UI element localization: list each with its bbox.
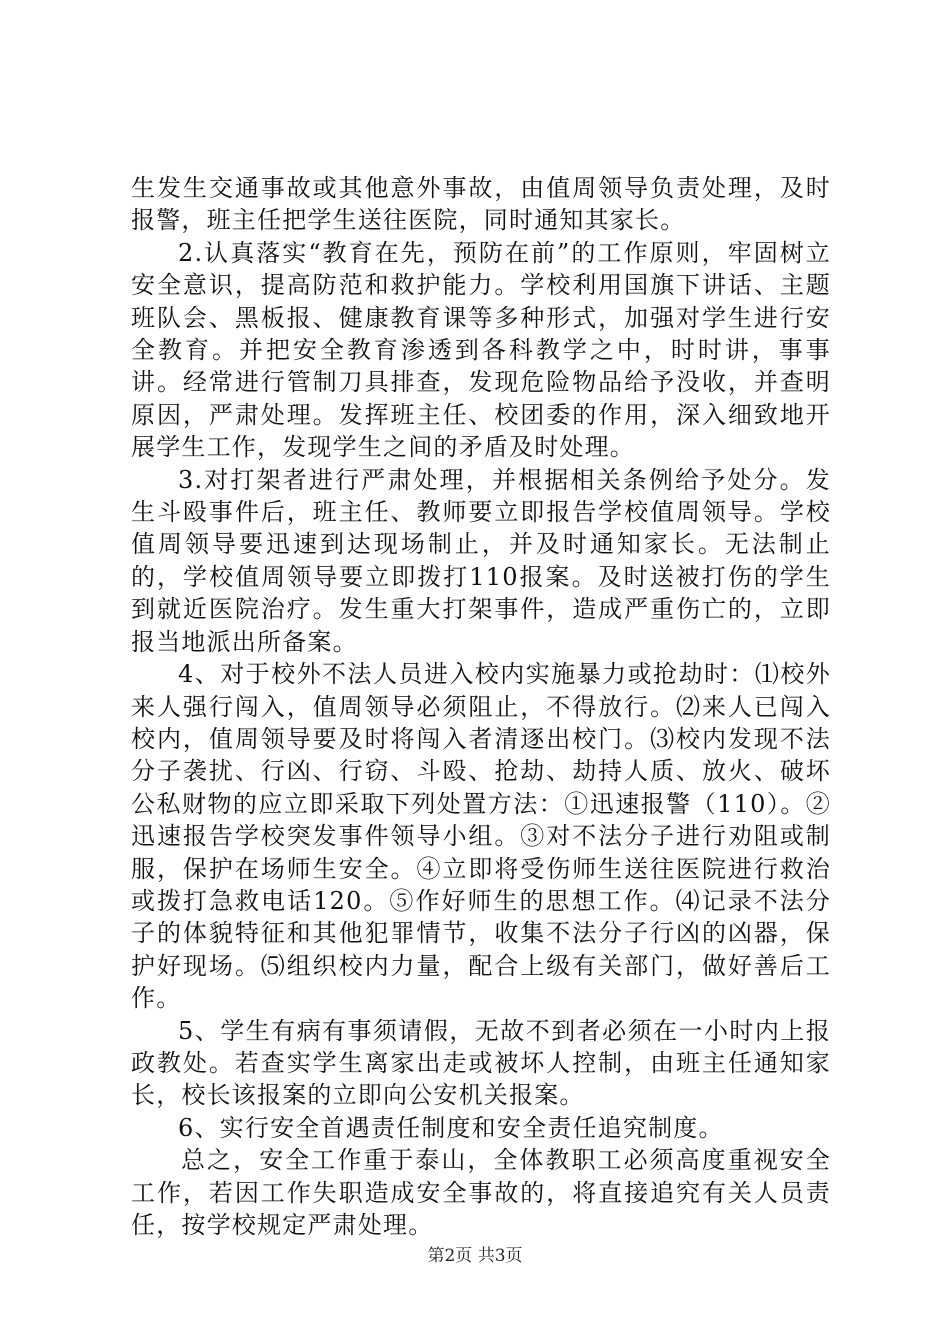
document-body: [131, 172, 831, 1241]
paragraph-item-2: 2.认真落实“教育在先，预防在前”的工作原则，牢固树立安全意识，提高防范和救护能力。学校利用国旗下讲话、主题班队会、黑板报、健康教育课等多种形式，加强对学生进行安全教育。并把安全教育渗透到各科教学之中，时时讲，事事讲。经常进行管制刀具排查，发现危险物品给予没收，并查明原因，严肃处理。发挥班主任、校团委的作用，深入细致地开展学生工作，发现学生之间的矛盾及时处理。: [131, 238, 831, 462]
paragraph-item-6: 6、实行安全首遇责任制度和安全责任追究制度。: [178, 1113, 724, 1142]
paragraph-summary: 总之，安全工作重于泰山，全体教职工必须高度重视安全工作，若因工作失职造成安全事故的，将直接追究有关人员责任，按学校规定严肃处理。: [131, 1146, 831, 1239]
page-number-footer: 第2页 共3页: [427, 1246, 523, 1266]
paragraph-item-5: 5、学生有病有事须请假，无故不到者必须在一小时内上报政教处。若查实学生离家出走或被坏人控制，由班主任通知家长，校长该报案的立即向公安机关报案。: [131, 1016, 831, 1110]
paragraph-item-4: 4、对于校外不法人员进入校内实施暴力或抢劫时：⑴校外来人强行闯入，值周领导必须阻止，不得放行。⑵来人已闯入校内，值周领导要及时将闯入者清逐出校门。⑶校内发现不法分子袭扰、行凶、行窃、斗殴、抢劫、劫持人质、放火、破坏公私财物的应立即采取下列处置方法：①迅速报警（110）。②迅速报告学校突发事件领导小组。③对不法分子进行劝阻或制服，保护在场师生安全。④立即将受伤师生送往医院进行救治或拨打急救电话120。⑤作好师生的思想工作。⑷记录不法分子的体貌特征和其他犯罪情节，收集不法分子行凶的凶器，保护好现场。⑸组织校内力量，配合上级有关部门，做好善后工作。: [131, 660, 831, 1013]
paragraph-continuation: 生发生交通事故或其他意外事故，由值周领导负责处理，及时报警，班主任把学生送往医院，同时通知其家长。: [131, 174, 831, 235]
paragraph-item-3: 3.对打架者进行严肃处理，并根据相关条例给予处分。发生斗殴事件后，班主任、教师要立即报告学校值周领导。学校值周领导要迅速到达现场制止，并及时通知家长。无法制止的，学校值周领导要立即拨打110报案。及时送被打伤的学生到就近医院治疗。发生重大打架事件，造成严重伤亡的，立即报当地派出所备案。: [131, 465, 831, 656]
